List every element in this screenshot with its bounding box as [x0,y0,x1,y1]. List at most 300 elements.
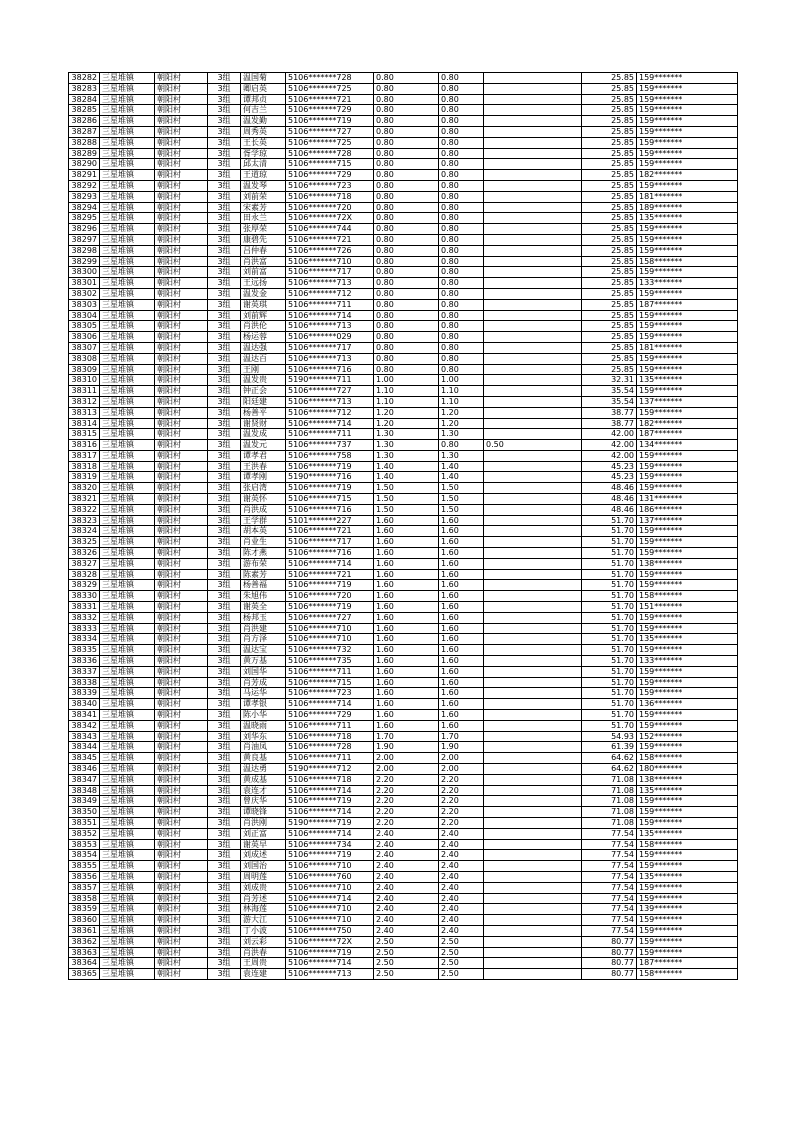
cell-id-number: 5106*******72X [286,936,374,947]
cell-id-number: 5106*******721 [286,526,374,537]
cell-group: 3组 [208,202,241,213]
cell-phone: 159******* [637,677,738,688]
cell-town: 三星堆镇 [100,504,155,515]
cell-id: 38292 [69,180,100,191]
cell-name: 周秀英 [241,126,286,137]
cell-amount: 25.85 [582,256,637,267]
cell-village: 朝阳村 [155,634,208,645]
cell-id: 38291 [69,170,100,181]
cell-group: 3组 [208,861,241,872]
cell-amount: 35.54 [582,396,637,407]
cell-amount: 64.62 [582,753,637,764]
cell-town: 三星堆镇 [100,148,155,159]
cell-phone: 159******* [637,936,738,947]
cell-group: 3组 [208,925,241,936]
table-row [69,396,738,407]
cell-amount: 25.85 [582,126,637,137]
cell-area-b [484,666,582,677]
cell-id: 38303 [69,299,100,310]
cell-area-a: 1.60 [439,710,484,721]
cell-area-a: 1.60 [439,569,484,580]
cell-area: 1.60 [374,612,439,623]
cell-area-b [484,828,582,839]
cell-amount: 25.85 [582,234,637,245]
cell-id: 38330 [69,591,100,602]
cell-area: 1.30 [374,440,439,451]
cell-amount: 51.70 [582,515,637,526]
cell-group: 3组 [208,731,241,742]
table-row [69,364,738,375]
cell-village: 朝阳村 [155,94,208,105]
cell-amount: 77.54 [582,893,637,904]
cell-id: 38342 [69,720,100,731]
cell-id-number: 5106*******718 [286,774,374,785]
cell-town: 三星堆镇 [100,925,155,936]
cell-phone: 159******* [637,407,738,418]
cell-area-b [484,688,582,699]
cell-village: 朝阳村 [155,180,208,191]
table-row [69,817,738,828]
cell-area-a: 2.50 [439,936,484,947]
cell-area-a: 1.20 [439,407,484,418]
table-row [69,256,738,267]
cell-area-b [484,342,582,353]
cell-area: 0.80 [374,353,439,364]
cell-amount: 77.54 [582,925,637,936]
cell-amount: 25.85 [582,94,637,105]
cell-group: 3组 [208,148,241,159]
cell-area-a: 1.50 [439,504,484,515]
cell-name: 邱太清 [241,159,286,170]
cell-id: 38312 [69,396,100,407]
cell-id-number: 5106*******714 [286,699,374,710]
table-row [69,677,738,688]
cell-village: 朝阳村 [155,688,208,699]
cell-id: 38318 [69,461,100,472]
cell-amount: 35.54 [582,386,637,397]
cell-id: 38298 [69,245,100,256]
cell-name: 肖洪建 [241,623,286,634]
cell-area-a: 2.20 [439,807,484,818]
cell-name: 谢贤财 [241,418,286,429]
cell-group: 3组 [208,245,241,256]
cell-id-number: 5106*******723 [286,688,374,699]
cell-name: 王刚 [241,364,286,375]
cell-id: 38307 [69,342,100,353]
cell-amount: 25.85 [582,180,637,191]
cell-group: 3组 [208,126,241,137]
table-row [69,526,738,537]
cell-group: 3组 [208,936,241,947]
cell-area-b [484,537,582,548]
cell-group: 3组 [208,947,241,958]
table-row [69,483,738,494]
table-row [69,504,738,515]
cell-town: 三星堆镇 [100,245,155,256]
cell-village: 朝阳村 [155,245,208,256]
cell-group: 3组 [208,461,241,472]
cell-area-b [484,170,582,181]
cell-village: 朝阳村 [155,731,208,742]
cell-area-a: 2.20 [439,796,484,807]
cell-area-b [484,375,582,386]
cell-area-b [484,764,582,775]
table-row [69,332,738,343]
table-row [69,850,738,861]
cell-phone: 180******* [637,764,738,775]
cell-area: 0.80 [374,288,439,299]
cell-area-b [484,904,582,915]
cell-village: 朝阳村 [155,159,208,170]
cell-group: 3组 [208,396,241,407]
cell-name: 谭孝君 [241,450,286,461]
cell-village: 朝阳村 [155,288,208,299]
cell-amount: 77.54 [582,850,637,861]
cell-group: 3组 [208,191,241,202]
cell-village: 朝阳村 [155,904,208,915]
table-row [69,688,738,699]
cell-id-number: 5106*******727 [286,612,374,623]
cell-town: 三星堆镇 [100,807,155,818]
cell-id-number: 5106*******714 [286,785,374,796]
cell-name: 温发勤 [241,116,286,127]
cell-town: 三星堆镇 [100,904,155,915]
cell-area: 0.80 [374,137,439,148]
cell-area-a: 1.60 [439,515,484,526]
cell-area: 1.90 [374,742,439,753]
cell-id: 38343 [69,731,100,742]
cell-area: 0.80 [374,224,439,235]
cell-area: 1.40 [374,461,439,472]
cell-group: 3组 [208,764,241,775]
cell-id-number: 5106*******729 [286,710,374,721]
cell-area: 2.50 [374,969,439,980]
cell-group: 3组 [208,267,241,278]
cell-town: 三星堆镇 [100,882,155,893]
cell-id-number: 5106*******718 [286,731,374,742]
table-row [69,893,738,904]
cell-village: 朝阳村 [155,213,208,224]
cell-village: 朝阳村 [155,342,208,353]
cell-village: 朝阳村 [155,137,208,148]
cell-id-number: 5106*******715 [286,494,374,505]
cell-group: 3组 [208,310,241,321]
cell-amount: 51.70 [582,580,637,591]
cell-group: 3组 [208,83,241,94]
cell-amount: 48.46 [582,483,637,494]
cell-name: 刘成述 [241,850,286,861]
table-row [69,634,738,645]
cell-area-a: 2.40 [439,871,484,882]
cell-village: 朝阳村 [155,753,208,764]
table-row [69,450,738,461]
cell-area-a: 0.80 [439,353,484,364]
table-row [69,515,738,526]
cell-town: 三星堆镇 [100,839,155,850]
cell-phone: 134******* [637,440,738,451]
cell-area-b [484,288,582,299]
cell-amount: 42.00 [582,450,637,461]
table-row [69,774,738,785]
cell-id-number: 5106*******029 [286,332,374,343]
cell-id-number: 5106*******714 [286,807,374,818]
cell-group: 3组 [208,537,241,548]
cell-town: 三星堆镇 [100,893,155,904]
cell-phone: 159******* [637,925,738,936]
cell-town: 三星堆镇 [100,677,155,688]
cell-amount: 77.54 [582,828,637,839]
cell-id-number: 5106*******750 [286,925,374,936]
cell-name: 温发琴 [241,180,286,191]
cell-area: 2.40 [374,839,439,850]
cell-area: 0.80 [374,116,439,127]
cell-village: 朝阳村 [155,720,208,731]
cell-id-number: 5106*******727 [286,386,374,397]
cell-area-a: 0.80 [439,83,484,94]
cell-area-b [484,871,582,882]
cell-area: 2.00 [374,764,439,775]
cell-area: 0.80 [374,180,439,191]
cell-area: 2.40 [374,915,439,926]
cell-town: 三星堆镇 [100,515,155,526]
cell-area: 1.10 [374,396,439,407]
cell-village: 朝阳村 [155,817,208,828]
cell-phone: 182******* [637,170,738,181]
cell-town: 三星堆镇 [100,785,155,796]
cell-area-b [484,936,582,947]
cell-name: 肖方泽 [241,634,286,645]
cell-phone: 159******* [637,742,738,753]
cell-town: 三星堆镇 [100,526,155,537]
cell-group: 3组 [208,580,241,591]
cell-name: 谭邦贞 [241,94,286,105]
cell-village: 朝阳村 [155,450,208,461]
cell-area-a: 1.40 [439,472,484,483]
cell-id-number: 5106*******734 [286,839,374,850]
cell-village: 朝阳村 [155,526,208,537]
cell-id-number: 5106*******729 [286,105,374,116]
cell-id-number: 5106*******728 [286,73,374,84]
cell-phone: 159******* [637,461,738,472]
cell-phone: 159******* [637,105,738,116]
cell-town: 三星堆镇 [100,386,155,397]
cell-area-b [484,656,582,667]
cell-town: 三星堆镇 [100,623,155,634]
cell-id-number: 5106*******719 [286,850,374,861]
cell-area-a: 2.40 [439,828,484,839]
cell-area: 1.60 [374,623,439,634]
cell-town: 三星堆镇 [100,440,155,451]
cell-name: 黄成基 [241,774,286,785]
cell-phone: 159******* [637,623,738,634]
cell-group: 3组 [208,418,241,429]
cell-id-number: 5106*******712 [286,407,374,418]
cell-phone: 159******* [637,850,738,861]
cell-area-b [484,364,582,375]
cell-area-a: 2.40 [439,839,484,850]
cell-town: 三星堆镇 [100,580,155,591]
cell-id: 38294 [69,202,100,213]
cell-id-number: 5106*******711 [286,753,374,764]
cell-village: 朝阳村 [155,828,208,839]
cell-group: 3组 [208,710,241,721]
cell-area-b [484,94,582,105]
cell-phone: 159******* [637,126,738,137]
cell-amount: 25.85 [582,245,637,256]
cell-area-b [484,580,582,591]
cell-village: 朝阳村 [155,612,208,623]
cell-id: 38335 [69,645,100,656]
table-row [69,429,738,440]
cell-id-number: 5106*******728 [286,148,374,159]
cell-area-b [484,407,582,418]
cell-area: 1.40 [374,472,439,483]
cell-id: 38284 [69,94,100,105]
cell-name: 陈才燕 [241,548,286,559]
cell-town: 三星堆镇 [100,494,155,505]
cell-amount: 51.70 [582,699,637,710]
table-row [69,666,738,677]
cell-id: 38297 [69,234,100,245]
cell-id-number: 5106*******719 [286,947,374,958]
cell-amount: 54.93 [582,731,637,742]
cell-id-number: 5106*******720 [286,591,374,602]
cell-town: 三星堆镇 [100,656,155,667]
table-row [69,558,738,569]
cell-town: 三星堆镇 [100,688,155,699]
cell-area-b [484,569,582,580]
cell-id-number: 5106*******710 [286,904,374,915]
cell-name: 陈小华 [241,710,286,721]
cell-area-a: 0.80 [439,116,484,127]
cell-phone: 158******* [637,256,738,267]
cell-area-a: 0.80 [439,170,484,181]
cell-village: 朝阳村 [155,569,208,580]
cell-area: 0.80 [374,267,439,278]
cell-area-b [484,526,582,537]
table-row [69,159,738,170]
cell-village: 朝阳村 [155,278,208,289]
cell-phone: 159******* [637,159,738,170]
cell-id: 38309 [69,364,100,375]
cell-area: 0.80 [374,105,439,116]
cell-area-a: 2.20 [439,774,484,785]
cell-amount: 51.70 [582,558,637,569]
cell-phone: 158******* [637,753,738,764]
cell-amount: 45.23 [582,472,637,483]
cell-id-number: 5106*******711 [286,299,374,310]
cell-area-b [484,634,582,645]
cell-area-b [484,817,582,828]
cell-id: 38301 [69,278,100,289]
cell-phone: 159******* [637,73,738,84]
cell-amount: 51.70 [582,634,637,645]
cell-id-number: 5106*******744 [286,224,374,235]
cell-amount: 51.70 [582,612,637,623]
cell-area-b [484,429,582,440]
cell-area: 2.40 [374,882,439,893]
cell-id: 38310 [69,375,100,386]
cell-group: 3组 [208,958,241,969]
cell-group: 3组 [208,969,241,980]
cell-town: 三星堆镇 [100,850,155,861]
cell-group: 3组 [208,602,241,613]
cell-phone: 137******* [637,515,738,526]
cell-area: 1.60 [374,656,439,667]
cell-id: 38346 [69,764,100,775]
table-row [69,753,738,764]
cell-village: 朝阳村 [155,764,208,775]
cell-village: 朝阳村 [155,925,208,936]
cell-name: 王远扬 [241,278,286,289]
cell-area-a: 1.60 [439,666,484,677]
cell-id: 38362 [69,936,100,947]
cell-id-number: 5106*******737 [286,440,374,451]
cell-group: 3组 [208,256,241,267]
cell-town: 三星堆镇 [100,731,155,742]
cell-area-b [484,839,582,850]
cell-area-a: 1.60 [439,612,484,623]
cell-area-a: 0.80 [439,202,484,213]
cell-name: 刘华东 [241,731,286,742]
cell-town: 三星堆镇 [100,548,155,559]
cell-id-number: 5106*******719 [286,580,374,591]
cell-area-b [484,753,582,764]
cell-village: 朝阳村 [155,256,208,267]
cell-group: 3组 [208,558,241,569]
cell-area-b [484,710,582,721]
cell-village: 朝阳村 [155,353,208,364]
cell-id: 38317 [69,450,100,461]
cell-area-a: 0.80 [439,234,484,245]
cell-name: 陈素芳 [241,569,286,580]
cell-id: 38325 [69,537,100,548]
cell-group: 3组 [208,364,241,375]
cell-amount: 71.08 [582,796,637,807]
cell-village: 朝阳村 [155,116,208,127]
cell-group: 3组 [208,483,241,494]
cell-phone: 159******* [637,116,738,127]
cell-name: 温达宝 [241,645,286,656]
cell-town: 三星堆镇 [100,159,155,170]
cell-town: 三星堆镇 [100,299,155,310]
cell-group: 3组 [208,213,241,224]
cell-group: 3组 [208,353,241,364]
cell-town: 三星堆镇 [100,353,155,364]
cell-id: 38352 [69,828,100,839]
cell-area-a: 1.30 [439,429,484,440]
cell-id-number: 5106*******716 [286,548,374,559]
cell-town: 三星堆镇 [100,958,155,969]
cell-name: 谭孝刚 [241,472,286,483]
cell-area-b: 0.50 [484,440,582,451]
cell-area-a: 1.70 [439,731,484,742]
cell-phone: 159******* [637,817,738,828]
cell-id-number: 5106*******710 [286,882,374,893]
cell-id: 38285 [69,105,100,116]
cell-area: 2.40 [374,828,439,839]
cell-id: 38350 [69,807,100,818]
cell-id-number: 5106*******713 [286,278,374,289]
table-row [69,386,738,397]
cell-area-a: 0.80 [439,288,484,299]
cell-area-b [484,278,582,289]
cell-id: 38293 [69,191,100,202]
cell-phone: 158******* [637,591,738,602]
cell-name: 马运华 [241,688,286,699]
cell-village: 朝阳村 [155,429,208,440]
cell-area: 0.80 [374,278,439,289]
